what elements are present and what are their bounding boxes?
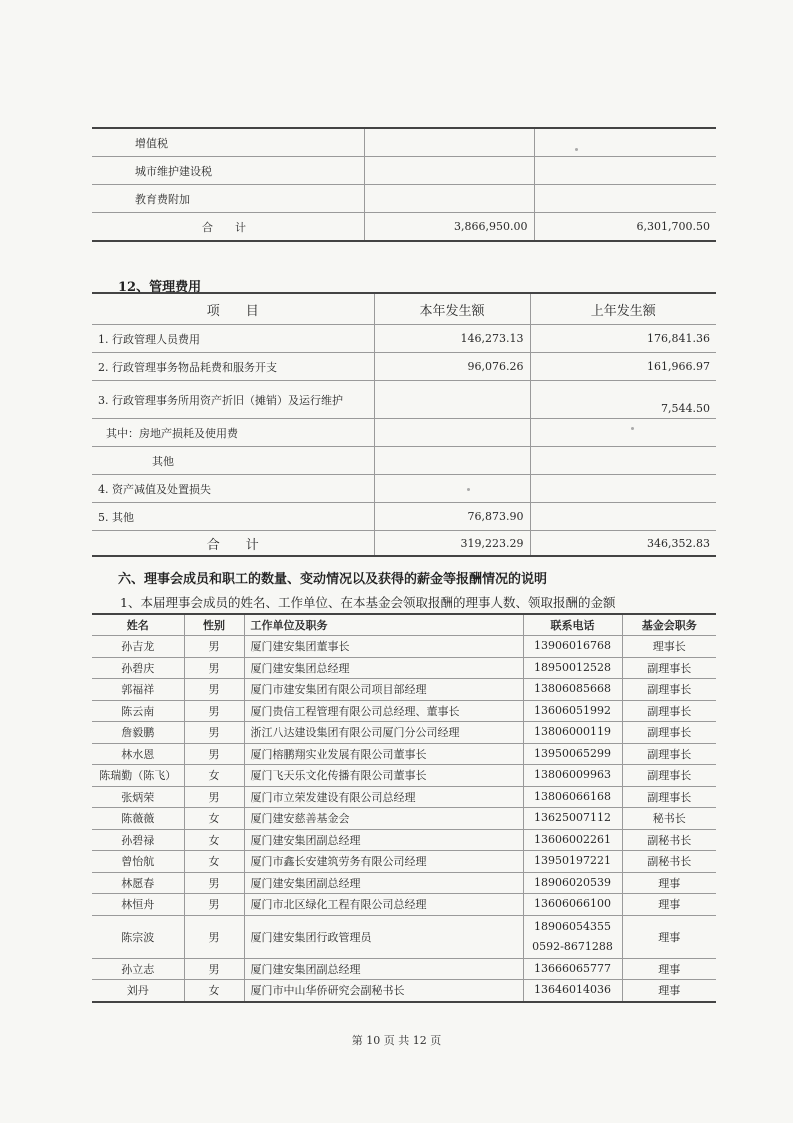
table-row — [92, 786, 716, 808]
mgmt-current: 96,076.26 — [374, 353, 530, 381]
member-phone-number: 13950197221 — [534, 854, 611, 868]
member-gender: 男 — [184, 636, 244, 658]
mgmt-total-current: 319,223.29 — [374, 531, 530, 557]
mgmt-total-row — [92, 531, 716, 557]
member-phone — [523, 980, 622, 1002]
scan-speck — [631, 427, 634, 430]
member-phone-number: 18906020539 — [534, 875, 611, 889]
table-row — [92, 872, 716, 894]
member-phone — [523, 808, 622, 830]
tax-current — [364, 185, 534, 213]
member-name: 林水恩 — [92, 743, 184, 765]
member-role: 副秘书长 — [622, 829, 716, 851]
table-row — [92, 980, 716, 1002]
member-gender: 男 — [184, 958, 244, 980]
member-org: 厦门市中山华侨研究会副秘书长 — [244, 980, 523, 1002]
member-phone — [523, 851, 622, 873]
mgmt-item: 其他 — [92, 447, 374, 475]
table-row — [92, 657, 716, 679]
table-row — [92, 808, 716, 830]
board-member-table — [92, 613, 716, 1003]
member-role: 副理事长 — [622, 765, 716, 787]
table-row — [92, 128, 716, 157]
member-org: 厦门建安集团总经理 — [244, 657, 523, 679]
member-role: 秘书长 — [622, 808, 716, 830]
mgmt-previous — [530, 475, 716, 503]
mgmt-previous: 161,966.97 — [530, 353, 716, 381]
member-phone — [523, 872, 622, 894]
member-phone-number: 13806009963 — [534, 768, 611, 782]
member-org: 厦门建安集团副总经理 — [244, 872, 523, 894]
mgmt-header-previous: 上年发生额 — [530, 293, 716, 325]
member-name: 郭福祥 — [92, 679, 184, 701]
table-row — [92, 353, 716, 381]
member-header-row — [92, 614, 716, 636]
member-name: 张炳荣 — [92, 786, 184, 808]
table-row — [92, 958, 716, 980]
mgmt-item: 1. 行政管理人员费用 — [92, 325, 374, 353]
table-row — [92, 325, 716, 353]
member-gender: 男 — [184, 657, 244, 679]
header-name: 姓名 — [92, 614, 184, 636]
member-phone-number: 13806066168 — [534, 789, 611, 803]
table-row — [92, 700, 716, 722]
mgmt-total-previous: 346,352.83 — [530, 531, 716, 557]
member-name: 詹毅鹏 — [92, 722, 184, 744]
member-gender: 男 — [184, 872, 244, 894]
member-phone — [523, 722, 622, 744]
mgmt-current — [374, 419, 530, 447]
scan-speck — [467, 488, 470, 491]
member-gender: 男 — [184, 894, 244, 916]
table-row — [92, 679, 716, 701]
table-row — [92, 915, 716, 958]
member-phone-number: 18950012528 — [534, 660, 611, 674]
tax-previous — [534, 157, 716, 185]
mgmt-previous: 7,544.50 — [530, 381, 716, 419]
member-phone-number: 13606066100 — [534, 897, 611, 911]
mgmt-previous — [530, 419, 716, 447]
member-gender: 男 — [184, 722, 244, 744]
member-name: 刘丹 — [92, 980, 184, 1002]
member-name: 曾怡航 — [92, 851, 184, 873]
mgmt-table — [92, 292, 716, 557]
member-role: 副理事长 — [622, 786, 716, 808]
member-name: 林愿春 — [92, 872, 184, 894]
table-row — [92, 419, 716, 447]
table-row — [92, 185, 716, 213]
mgmt-item: 4. 资产减值及处置损失 — [92, 475, 374, 503]
member-role: 副理事长 — [622, 657, 716, 679]
member-org: 厦门建安集团行政管理员 — [244, 915, 523, 958]
member-phone-number: 13625007112 — [534, 811, 611, 825]
table-row — [92, 765, 716, 787]
mgmt-header-item: 项 目 — [92, 293, 374, 325]
member-role: 理事 — [622, 894, 716, 916]
table-row — [92, 447, 716, 475]
member-org: 厦门贵信工程管理有限公司总经理、董事长 — [244, 700, 523, 722]
member-org: 厦门榕鹏翔实业发展有限公司董事长 — [244, 743, 523, 765]
member-phone — [523, 743, 622, 765]
table-row — [92, 851, 716, 873]
member-role: 理事 — [622, 915, 716, 958]
member-name: 陈瑞勤（陈飞） — [92, 765, 184, 787]
table-row — [92, 157, 716, 185]
tax-previous — [534, 185, 716, 213]
tax-current — [364, 128, 534, 157]
member-name: 孙碧庆 — [92, 657, 184, 679]
member-org: 厦门建安慈善基金会 — [244, 808, 523, 830]
table-row — [92, 503, 716, 531]
member-phone-number: 13666065777 — [534, 961, 611, 975]
member-name: 陈云南 — [92, 700, 184, 722]
member-role: 副理事长 — [622, 679, 716, 701]
member-gender: 男 — [184, 700, 244, 722]
tax-total-current: 3,866,950.00 — [364, 213, 534, 242]
tax-current — [364, 157, 534, 185]
member-role: 副秘书长 — [622, 851, 716, 873]
table-row — [92, 829, 716, 851]
member-name: 陈薇薇 — [92, 808, 184, 830]
member-role: 副理事长 — [622, 722, 716, 744]
mgmt-section-title: 12、管理费用 — [118, 280, 202, 295]
member-body — [92, 636, 716, 1002]
member-phone — [523, 700, 622, 722]
mgmt-previous — [530, 447, 716, 475]
member-org: 厦门建安集团副总经理 — [244, 958, 523, 980]
tax-item: 增值税 — [92, 128, 364, 157]
member-role: 理事 — [622, 980, 716, 1002]
mgmt-header-row — [92, 293, 716, 325]
member-org: 厦门市鑫长安建筑劳务有限公司经理 — [244, 851, 523, 873]
member-phone-number: 13646014036 — [534, 983, 611, 997]
mgmt-total-label: 合 计 — [206, 537, 259, 553]
member-name: 孙碧禄 — [92, 829, 184, 851]
tax-total-row — [92, 213, 716, 242]
member-phone — [523, 765, 622, 787]
mgmt-previous: 176,841.36 — [530, 325, 716, 353]
member-name: 陈宗波 — [92, 915, 184, 958]
member-gender: 男 — [184, 786, 244, 808]
member-org: 厦门市立荣发建设有限公司总经理 — [244, 786, 523, 808]
member-org: 浙江八达建设集团有限公司厦门分公司经理 — [244, 722, 523, 744]
mgmt-current: 146,273.13 — [374, 325, 530, 353]
table-row — [92, 475, 716, 503]
member-gender: 女 — [184, 980, 244, 1002]
table-row — [92, 894, 716, 916]
member-gender: 女 — [184, 829, 244, 851]
member-gender: 男 — [184, 679, 244, 701]
mgmt-item: 5. 其他 — [92, 503, 374, 531]
tax-total-label: 合 计 — [202, 220, 246, 234]
member-phone-number: 13906016768 — [534, 639, 611, 653]
section6-subtitle: 1、本届理事会成员的姓名、工作单位、在本基金会领取报酬的理事人数、领取报酬的金额 — [120, 595, 616, 610]
member-org: 厦门建安集团董事长 — [244, 636, 523, 658]
table-row — [92, 743, 716, 765]
member-gender: 男 — [184, 915, 244, 958]
mgmt-item: 其中：房地产损耗及使用费 — [92, 419, 374, 447]
member-gender: 女 — [184, 808, 244, 830]
member-role: 副理事长 — [622, 743, 716, 765]
member-phone — [523, 894, 622, 916]
tax-item: 教育费附加 — [92, 185, 364, 213]
mgmt-current — [374, 447, 530, 475]
header-role: 基金会职务 — [622, 614, 716, 636]
member-phone — [523, 636, 622, 658]
tax-item: 城市维护建设税 — [92, 157, 364, 185]
member-name: 孙吉龙 — [92, 636, 184, 658]
member-phone — [523, 958, 622, 980]
header-gender: 性别 — [184, 614, 244, 636]
mgmt-header-current: 本年发生额 — [374, 293, 530, 325]
member-org: 厦门市建安集团有限公司项目部经理 — [244, 679, 523, 701]
tax-total-previous: 6,301,700.50 — [534, 213, 716, 242]
member-role: 理事 — [622, 872, 716, 894]
member-role: 副理事长 — [622, 700, 716, 722]
member-org: 厦门飞天乐文化传播有限公司董事长 — [244, 765, 523, 787]
member-phone-number: 13606051992 — [534, 703, 611, 717]
mgmt-previous — [530, 503, 716, 531]
member-phone-number: 13806000119 — [534, 725, 611, 739]
header-phone: 联系电话 — [523, 614, 622, 636]
tax-table — [92, 127, 716, 242]
member-phone-number: 13606002261 — [534, 832, 611, 846]
member-org: 厦门市北区绿化工程有限公司总经理 — [244, 894, 523, 916]
mgmt-item: 3. 行政管理事务所用资产折旧（摊销）及运行维护 — [92, 381, 374, 419]
section6-title: 六、理事会成员和职工的数量、变动情况以及获得的薪金等报酬情况的说明 — [118, 572, 548, 587]
mgmt-current: 76,873.90 — [374, 503, 530, 531]
member-gender: 女 — [184, 765, 244, 787]
scan-speck — [575, 148, 578, 151]
member-phone-number: 0592-8671288 — [532, 939, 613, 953]
member-phone — [523, 786, 622, 808]
member-role: 理事 — [622, 958, 716, 980]
mgmt-current — [374, 381, 530, 419]
member-phone-number: 13806085668 — [534, 682, 611, 696]
header-org: 工作单位及职务 — [244, 614, 523, 636]
member-phone-number: 18906054355 — [534, 919, 611, 933]
table-row — [92, 381, 716, 419]
table-row — [92, 636, 716, 658]
member-phone — [523, 679, 622, 701]
page-footer: 第 10 页 共 12 页 — [351, 1034, 442, 1047]
member-gender: 男 — [184, 743, 244, 765]
member-name: 孙立志 — [92, 958, 184, 980]
mgmt-item: 2. 行政管理事务物品耗费和服务开支 — [92, 353, 374, 381]
member-phone-number: 13950065299 — [534, 746, 611, 760]
member-name: 林恒舟 — [92, 894, 184, 916]
table-row — [92, 722, 716, 744]
member-role: 理事长 — [622, 636, 716, 658]
member-org: 厦门建安集团副总经理 — [244, 829, 523, 851]
member-phone — [523, 829, 622, 851]
tax-previous — [534, 128, 716, 157]
member-gender: 女 — [184, 851, 244, 873]
member-phone — [523, 915, 622, 958]
mgmt-current — [374, 475, 530, 503]
member-phone — [523, 657, 622, 679]
